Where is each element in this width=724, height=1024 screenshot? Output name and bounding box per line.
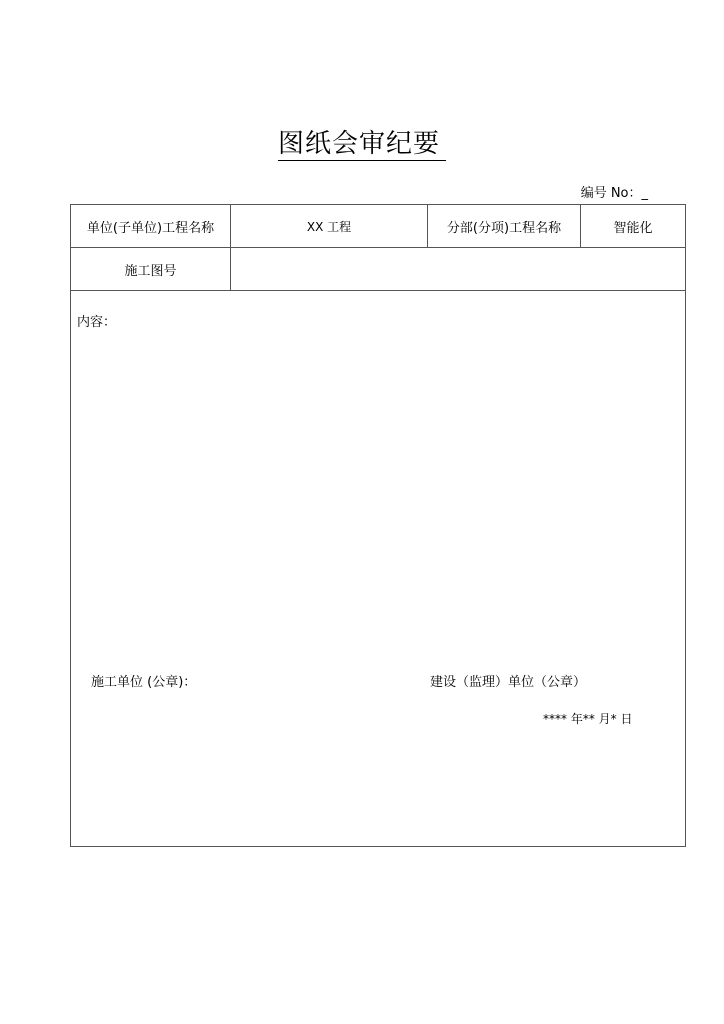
construction-unit-seal-label: 施工单位 (公章)： (91, 675, 197, 690)
sub-project-name-label: 分部(分项)工程名称 (428, 205, 581, 247)
document-title-text: 图纸会审纪要 (278, 129, 446, 161)
drawing-number-label: 施工图号 (71, 248, 231, 290)
sign-date: **** 年** 月* 日 (543, 712, 633, 726)
supervision-unit-seal-label: 建设（监理）单位（公章） (430, 675, 587, 690)
drawing-number-value (231, 248, 685, 290)
document-number: 编号 No：_ (580, 186, 648, 201)
unit-project-name-value: XX 工程 (231, 205, 428, 247)
drawing-number-row (71, 248, 685, 291)
unit-project-name-label: 单位(子单位)工程名称 (71, 205, 231, 247)
content-label: 内容： (77, 315, 117, 330)
sub-project-name-value: 智能化 (613, 220, 653, 236)
project-name-row (71, 205, 685, 248)
document-title (0, 124, 724, 164)
review-form-table (70, 204, 686, 847)
